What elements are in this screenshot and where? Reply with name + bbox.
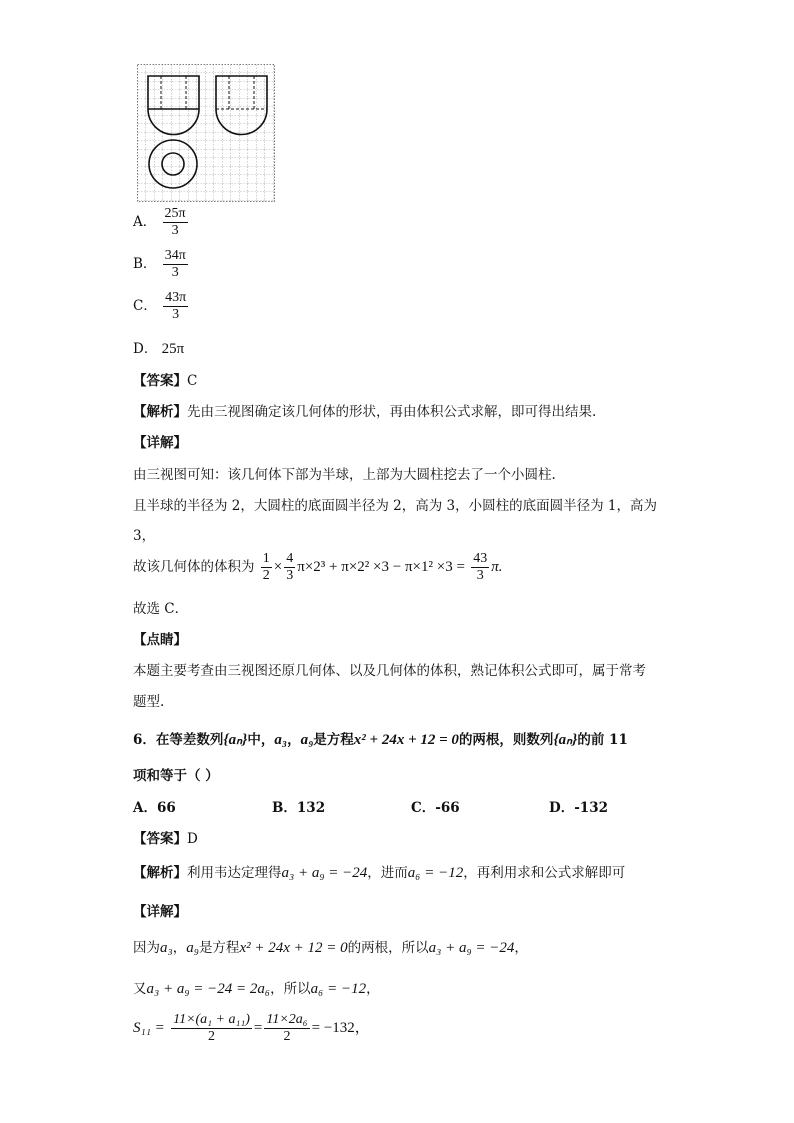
fraction: $\frac{\text{11×(a₁ + a₁₁)}}{2}$ [173, 1012, 250, 1044]
q5-comment-heading: 【点睛】 [133, 632, 187, 648]
q5-option-c [133, 290, 190, 323]
q6-stem-line2: 项和等于（ ） [133, 768, 219, 784]
fraction: $\frac{\text{11×2a₆}}{2}$ [266, 1012, 308, 1044]
fraction: $\frac{1}{2}$ [262, 551, 270, 583]
option-value: 25π [161, 341, 185, 357]
three-view-drawing [137, 64, 275, 202]
q6-detail-line2: 又a₃ + a₉ = −24 = 2a₆，所以a₆ = −12， [133, 981, 380, 997]
fraction: $\frac{43}{3}$ [473, 551, 488, 583]
option-letter: B． [133, 256, 157, 272]
q5-comment-line1: 本题主要考查由三视图还原几何体、以及几何体的体积，熟记体积公式即可，属于常考 [133, 663, 646, 679]
q5-choose: 故选 C． [133, 601, 189, 617]
q5-comment-line2: 题型. [133, 694, 165, 710]
option-letter: A． [133, 214, 157, 230]
option-fraction: $\frac{34\pi}{3}$ [164, 248, 186, 280]
q5-analysis: 【解析】先由三视图确定该几何体的形状，再由体积公式求解，即可得出结果. [133, 404, 597, 420]
q5-detail-line1: 由三视图可知：该几何体下部为半球，上部为大圆柱挖去了一个小圆柱. [133, 467, 556, 483]
q5-option-b [133, 248, 190, 281]
q6-detail-line1: 因为a₃，a₉是方程x² + 24x + 12 = 0的两根，所以a₃ + a₉ = −24， [133, 940, 528, 956]
q5-detail-line2: 且半球的半径为 2，大圆柱的底面圆半径为 2，高为 3，小圆柱的底面圆半径为 1，高为 [133, 498, 658, 514]
q5-answer: 【答案】C [133, 373, 198, 389]
q6-option-c: C．-66 [411, 800, 460, 816]
fraction: $\frac{4}{3}$ [286, 551, 294, 583]
grid-background [138, 65, 275, 202]
q6-stem-line1: 6．在等差数列{aₙ}中，a₃，a₉是方程x² + 24x + 12 = 0的两根，则数列{aₙ}的前 11 [133, 732, 628, 748]
option-letter: C． [133, 298, 157, 314]
q6-detail-heading: 【详解】 [133, 904, 187, 920]
q6-option-b: B．132 [272, 800, 326, 816]
option-fraction: $\frac{25\pi}{3}$ [164, 206, 186, 238]
q5-detail-line3: 3， [133, 528, 156, 544]
q6-analysis: 【解析】利用韦达定理得a₃ + a₉ = −24，进而a₆ = −12，再利用求和公式求解即可 [133, 865, 626, 881]
q5-volume-formula: 故该几何体的体积为 $\frac{1}{2}$ × $\frac{4}{3}$ π×2³ + π×2² ×3 − π×1² ×3 = $\frac{43}{3}$ π. [133, 551, 503, 583]
q6-answer: 【答案】D [133, 831, 198, 847]
q6-sum-formula: S₁₁ = $\frac{\text{11×(a₁ + a₁₁)}}{2}$ = $\frac{\text{11×2a₆}}{2}$ = −132， [133, 1012, 370, 1044]
q5-detail-heading: 【详解】 [133, 435, 187, 451]
q6-option-d: D．-132 [549, 800, 608, 816]
option-fraction: $\frac{43\pi}{3}$ [165, 290, 187, 322]
option-letter: D． [133, 341, 158, 357]
q6-option-a: A．66 [133, 800, 176, 816]
q5-option-a [133, 206, 190, 239]
q5-option-d [133, 337, 184, 358]
